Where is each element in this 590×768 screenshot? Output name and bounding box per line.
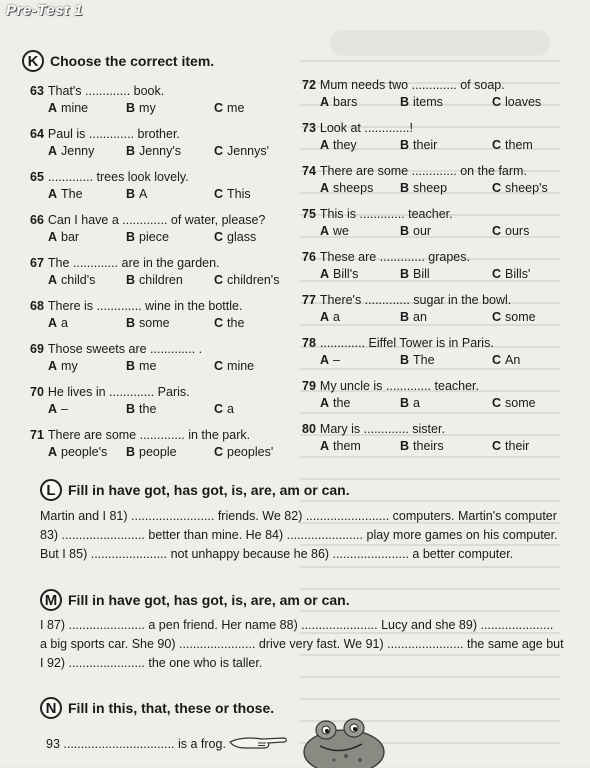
pointing-hand-icon — [228, 732, 288, 752]
question-stem — [30, 299, 294, 314]
option-letter: C — [214, 273, 224, 287]
question-64 — [30, 127, 294, 159]
option-letter: C — [492, 310, 502, 324]
question-text: ............. trees look lovely. — [47, 170, 189, 184]
option-letter: B — [400, 138, 410, 152]
question-78 — [302, 336, 562, 368]
option-text: Bill's — [333, 267, 359, 281]
option-a[interactable] — [320, 181, 400, 196]
question-number: 69 — [30, 342, 44, 356]
option-letter: A — [48, 144, 58, 158]
option-text: loaves — [505, 95, 542, 109]
question-text: These are ............. grapes. — [319, 250, 470, 264]
question-65 — [30, 170, 294, 202]
option-letter: B — [400, 224, 410, 238]
option-letter: C — [214, 230, 224, 244]
option-c[interactable] — [492, 396, 562, 411]
option-text: some — [505, 310, 536, 324]
option-letter: C — [492, 138, 502, 152]
option-a[interactable] — [48, 273, 126, 288]
question-79 — [302, 379, 562, 411]
question-number: 78 — [302, 336, 316, 350]
option-text: a — [333, 310, 340, 324]
question-93 — [46, 737, 226, 752]
option-text: they — [333, 138, 357, 152]
option-c[interactable] — [492, 439, 562, 454]
option-letter: C — [492, 224, 502, 238]
question-77 — [302, 293, 562, 325]
option-c[interactable] — [214, 445, 294, 460]
question-text: There's ............. sugar in the bowl. — [319, 293, 512, 307]
option-letter: C — [492, 439, 502, 453]
option-text: a — [413, 396, 420, 410]
option-b[interactable] — [400, 353, 492, 368]
option-b[interactable] — [400, 439, 492, 454]
question-76 — [302, 250, 562, 282]
option-letter: A — [320, 396, 330, 410]
option-letter: C — [214, 101, 224, 115]
option-b[interactable] — [400, 310, 492, 325]
option-letter: A — [320, 353, 330, 367]
option-letter: B — [126, 187, 136, 201]
question-63 — [30, 84, 294, 116]
option-a[interactable] — [48, 144, 126, 159]
option-c[interactable] — [492, 267, 562, 282]
question-text: He lives in ............. Paris. — [47, 385, 190, 399]
option-letter: B — [126, 402, 136, 416]
question-stem — [302, 379, 562, 394]
option-text: a — [227, 402, 234, 416]
section-m-badge: M — [40, 589, 62, 611]
option-c[interactable] — [214, 144, 294, 159]
question-71 — [30, 428, 294, 460]
page-header: Pre-Test 1 — [6, 2, 83, 19]
question-stem — [302, 164, 562, 179]
question-number: 79 — [302, 379, 316, 393]
section-k-title: Choose the correct item. — [50, 53, 215, 69]
option-text: glass — [227, 230, 257, 244]
question-70 — [30, 385, 294, 417]
option-letter: B — [126, 316, 136, 330]
option-c[interactable] — [492, 353, 562, 368]
option-letter: C — [214, 445, 224, 459]
option-c[interactable] — [214, 101, 294, 116]
section-l-heading — [40, 479, 350, 501]
question-text: Those sweets are ............. . — [47, 342, 203, 356]
section-n-badge: N — [40, 697, 62, 719]
question-stem — [302, 121, 562, 136]
paragraph-line: I 87) ...................... a pen friend. Her name 88) ...................... Lucy and she 89) ..................... — [40, 618, 554, 632]
option-letter: A — [48, 316, 58, 330]
question-text: Mum needs two ............. of soap. — [319, 78, 505, 92]
option-a[interactable] — [320, 353, 400, 368]
option-letter: B — [126, 230, 136, 244]
option-text: my — [61, 359, 78, 373]
option-text: sheep — [413, 181, 448, 195]
question-stem — [30, 170, 294, 185]
option-text: some — [505, 396, 536, 410]
question-text: The ............. are in the garden. — [47, 256, 220, 270]
option-text: an — [413, 310, 427, 324]
question-text: Mary is ............. sister. — [319, 422, 445, 436]
option-b[interactable] — [126, 230, 214, 245]
option-text: children — [139, 273, 183, 287]
question-text: Paul is ............. brother. — [47, 127, 180, 141]
question-text: There are some ............. on the farm. — [319, 164, 527, 178]
option-c[interactable] — [492, 310, 562, 325]
option-c[interactable] — [214, 187, 294, 202]
option-b[interactable] — [400, 267, 492, 282]
option-text: sheep's — [505, 181, 548, 195]
option-c[interactable] — [492, 138, 562, 153]
option-a[interactable] — [48, 445, 126, 460]
option-letter: B — [400, 267, 410, 281]
option-c[interactable] — [214, 402, 294, 417]
question-75 — [302, 207, 562, 239]
option-text: bar — [61, 230, 80, 244]
question-text: ............. Eiffel Tower is in Paris. — [319, 336, 494, 350]
section-m-paragraph — [40, 616, 570, 673]
option-text: children's — [227, 273, 280, 287]
frog-illustration — [296, 716, 388, 768]
option-letter: B — [400, 439, 410, 453]
option-letter: A — [48, 445, 58, 459]
question-number: 76 — [302, 250, 316, 264]
question-text: Can I have a ............. of water, please? — [47, 213, 266, 227]
option-c[interactable] — [492, 181, 562, 196]
option-b[interactable] — [126, 445, 214, 460]
question-number: 63 — [30, 84, 44, 98]
option-letter: C — [214, 402, 224, 416]
option-a[interactable] — [320, 310, 400, 325]
option-text: – — [333, 353, 340, 367]
question-number: 80 — [302, 422, 316, 436]
option-letter: C — [492, 181, 502, 195]
option-text: a — [61, 316, 68, 330]
option-letter: A — [48, 273, 58, 287]
question-stem — [30, 213, 294, 228]
option-text: Jennys' — [227, 144, 270, 158]
question-number: 73 — [302, 121, 316, 135]
option-b[interactable] — [400, 138, 492, 153]
question-text: Look at .............! — [319, 121, 414, 135]
paragraph-line: But I 85) ...................... not unhappy because he 86) ...................... a better computer. — [40, 547, 514, 561]
option-letter: C — [214, 316, 224, 330]
option-c[interactable] — [492, 224, 562, 239]
question-stem — [30, 385, 294, 400]
question-66 — [30, 213, 294, 245]
option-letter: A — [320, 181, 330, 195]
option-b[interactable] — [126, 101, 214, 116]
option-letter: B — [400, 181, 410, 195]
option-text: me — [139, 359, 157, 373]
option-letter: A — [320, 439, 330, 453]
option-text: people's — [61, 445, 108, 459]
paragraph-line: a big sports car. She 90) ...................... drive very fast. We 91) ...................... the same age but — [40, 637, 564, 651]
question-stem — [30, 84, 294, 99]
option-text: their — [413, 138, 438, 152]
section-n-title: Fill in this, that, these or those. — [68, 700, 275, 716]
option-text: Bill — [413, 267, 430, 281]
option-letter: A — [48, 187, 58, 201]
question-number: 64 — [30, 127, 44, 141]
question-74 — [302, 164, 562, 196]
option-c[interactable] — [214, 273, 294, 288]
option-letter: A — [320, 267, 330, 281]
option-text: the — [139, 402, 157, 416]
question-68 — [30, 299, 294, 331]
option-a[interactable] — [320, 138, 400, 153]
section-l-title: Fill in have got, has got, is, are, am or can. — [68, 482, 350, 498]
question-80 — [302, 422, 562, 454]
question-text: This is ............. teacher. — [319, 207, 453, 221]
section-k-badge: K — [22, 50, 44, 72]
option-a[interactable] — [320, 267, 400, 282]
option-text: Bills' — [505, 267, 531, 281]
option-text: items — [413, 95, 443, 109]
question-stem — [302, 207, 562, 222]
question-number: 68 — [30, 299, 44, 313]
option-letter: B — [400, 310, 410, 324]
option-letter: A — [48, 101, 58, 115]
option-letter: C — [214, 144, 224, 158]
option-b[interactable] — [400, 181, 492, 196]
option-text: the — [333, 396, 351, 410]
option-text: them — [333, 439, 361, 453]
option-letter: A — [48, 230, 58, 244]
question-stem — [302, 293, 562, 308]
section-l-badge: L — [40, 479, 62, 501]
option-a[interactable] — [48, 316, 126, 331]
option-text: – — [61, 402, 68, 416]
option-text: bars — [333, 95, 358, 109]
question-stem — [30, 256, 294, 271]
option-text: child's — [61, 273, 96, 287]
option-a[interactable] — [320, 95, 400, 110]
option-text: The — [61, 187, 83, 201]
paragraph-line: Martin and I 81) ........................ friends. We 82) ........................ computers. Martin's computer — [40, 509, 557, 523]
question-stem — [302, 78, 562, 93]
option-letter: B — [126, 359, 136, 373]
option-letter: A — [320, 310, 330, 324]
question-text: There is ............. wine in the bottle. — [47, 299, 243, 313]
question-number: 72 — [302, 78, 316, 92]
question-text: That's ............. book. — [47, 84, 165, 98]
option-text: mine — [227, 359, 255, 373]
option-a[interactable] — [48, 187, 126, 202]
section-m-heading — [40, 589, 350, 611]
question-72 — [302, 78, 562, 110]
option-text: people — [139, 445, 177, 459]
option-text: The — [413, 353, 435, 367]
option-letter: B — [400, 353, 410, 367]
question-number: 66 — [30, 213, 44, 227]
option-text: theirs — [413, 439, 444, 453]
option-letter: C — [214, 187, 224, 201]
option-letter: C — [492, 353, 502, 367]
option-b[interactable] — [400, 95, 492, 110]
option-b[interactable] — [126, 273, 214, 288]
option-a[interactable] — [48, 359, 126, 374]
option-text: them — [505, 138, 533, 152]
question-text: There are some ............. in the park. — [47, 428, 251, 442]
question-number: 67 — [30, 256, 44, 270]
option-b[interactable] — [126, 316, 214, 331]
option-text: my — [139, 101, 156, 115]
option-b[interactable] — [126, 144, 214, 159]
question-stem — [302, 250, 562, 265]
question-stem — [30, 342, 294, 357]
option-letter: B — [400, 396, 410, 410]
question-number: 70 — [30, 385, 44, 399]
question-number: 65 — [30, 170, 44, 184]
question-93-stem: 93 ................................ is a frog. — [46, 737, 226, 751]
option-text: A — [139, 187, 148, 201]
question-number: 77 — [302, 293, 316, 307]
option-text: piece — [139, 230, 169, 244]
option-letter: C — [492, 396, 502, 410]
option-letter: C — [492, 95, 502, 109]
option-c[interactable] — [492, 95, 562, 110]
option-a[interactable] — [320, 224, 400, 239]
option-c[interactable] — [214, 316, 294, 331]
option-text: An — [505, 353, 521, 367]
option-text: peoples' — [227, 445, 274, 459]
option-text: our — [413, 224, 432, 238]
option-letter: B — [126, 273, 136, 287]
option-c[interactable] — [214, 359, 294, 374]
option-c[interactable] — [214, 230, 294, 245]
option-letter: A — [320, 95, 330, 109]
question-73 — [302, 121, 562, 153]
question-stem — [302, 422, 562, 437]
option-a[interactable] — [320, 439, 400, 454]
option-letter: B — [126, 445, 136, 459]
option-text: mine — [61, 101, 89, 115]
question-67 — [30, 256, 294, 288]
option-a[interactable] — [48, 230, 126, 245]
option-letter: A — [320, 138, 330, 152]
option-text: ours — [505, 224, 530, 238]
option-text: the — [227, 316, 245, 330]
section-m-title: Fill in have got, has got, is, are, am or can. — [68, 592, 350, 608]
bleed-through-banner — [330, 30, 550, 56]
option-b[interactable] — [400, 396, 492, 411]
paragraph-line: I 92) ...................... the one who is taller. — [40, 656, 263, 670]
option-text: me — [227, 101, 245, 115]
option-letter: C — [214, 359, 224, 373]
option-text: sheeps — [333, 181, 374, 195]
option-letter: B — [126, 101, 136, 115]
option-a[interactable] — [320, 396, 400, 411]
section-k-heading — [22, 50, 214, 72]
question-stem — [302, 336, 562, 351]
option-text: we — [333, 224, 350, 238]
question-text: My uncle is ............. teacher. — [319, 379, 479, 393]
option-text: Jenny — [61, 144, 95, 158]
option-b[interactable] — [126, 359, 214, 374]
option-a[interactable] — [48, 101, 126, 116]
section-n-heading — [40, 697, 274, 719]
option-letter: A — [48, 402, 58, 416]
section-l-paragraph — [40, 507, 570, 564]
option-letter: B — [126, 144, 136, 158]
question-stem — [30, 428, 294, 443]
question-69 — [30, 342, 294, 374]
option-letter: B — [400, 95, 410, 109]
option-letter: A — [48, 359, 58, 373]
option-a[interactable] — [48, 402, 126, 417]
option-b[interactable] — [400, 224, 492, 239]
option-letter: C — [492, 267, 502, 281]
option-b[interactable] — [126, 402, 214, 417]
option-text: Jenny's — [139, 144, 182, 158]
question-number: 75 — [302, 207, 316, 221]
option-letter: A — [320, 224, 330, 238]
option-text: their — [505, 439, 530, 453]
option-text: some — [139, 316, 170, 330]
question-number: 74 — [302, 164, 316, 178]
question-number: 71 — [30, 428, 44, 442]
option-text: This — [227, 187, 251, 201]
option-b[interactable] — [126, 187, 214, 202]
question-stem — [30, 127, 294, 142]
paragraph-line: 83) ........................ better than mine. He 84) ...................... play more games on his computer. — [40, 528, 558, 542]
